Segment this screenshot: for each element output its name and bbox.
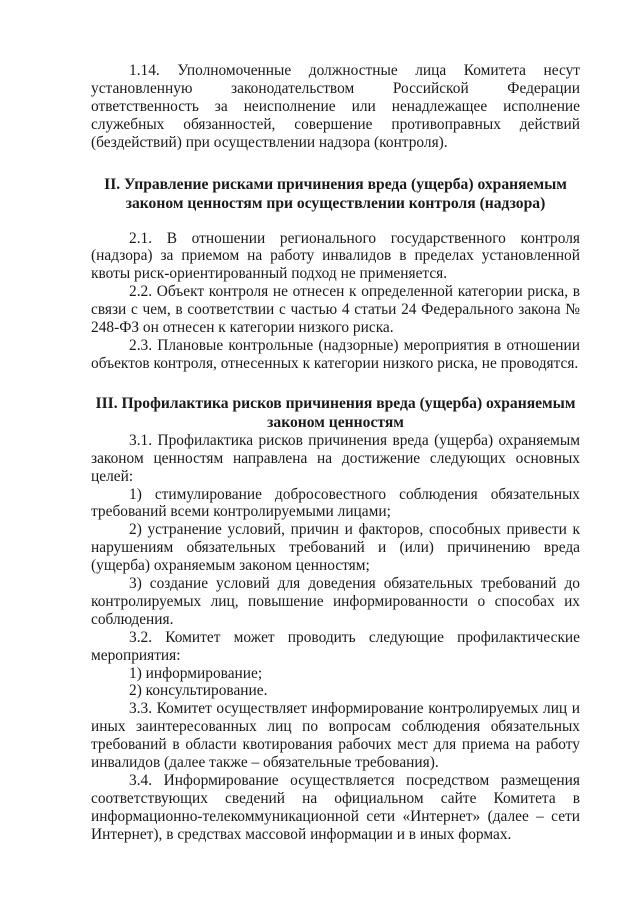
paragraph-3-2: 3.2. Комитет может проводить следующие профилактические мероприятия: — [91, 628, 580, 664]
paragraph-3-1: 3.1. Профилактика рисков причинения вреда (ущерба) охраняемым законом ценностям направлена на достижение следующих основных целей: — [91, 431, 580, 485]
section-2-heading: II. Управление рисками причинения вреда (ущерба) охраняемым законом ценностям при осуществлении контроля (надзора) — [104, 175, 567, 212]
measure-item-1: 1) информирование; — [129, 664, 263, 682]
measure-item-2: 2) консультирование. — [129, 682, 268, 700]
document-body — [91, 62, 580, 844]
paragraph-2-2: 2.2. Объект контроля не отнесен к определенной категории риска, в связи с чем, в соответствии с частью 4 статьи 24 Федерального закона № 248-ФЗ он отнесен к категории низкого риска. — [91, 283, 580, 337]
paragraph-3-4: 3.4. Информирование осуществляется посредством размещения соответствующих сведений на официальном сайте Комитета в информационно-телекоммуникационной сети «Интернет» (далее – сети Интернет), в средствах массовой информации и в иных формах. — [91, 772, 580, 843]
paragraph-1-14: 1.14. Уполномоченные должностные лица Комитета несут установленную законодательством Российской Федерации ответственность за неисполнение или ненадлежащее исполнение служебных обязанностей, совершение противоправных действий (бездействий) при осуществлении надзора (контроля). — [91, 62, 580, 151]
goal-item-3: 3) создание условий для доведения обязательных требований до контролируемых лиц, повышение информированности о способах их соблюдения. — [91, 575, 580, 628]
goal-item-2: 2) устранение условий, причин и факторов, способных привести к нарушениям обязательных требований и (или) причинению вреда (ущерба) охраняемым законом ценностям; — [91, 521, 580, 575]
goal-item-1: 1) стимулирование добросовестного соблюдения обязательных требований всеми контролируемыми лицами; — [91, 485, 580, 521]
paragraph-3-3: 3.3. Комитет осуществляет информирование контролируемых лиц и иных заинтересованных лиц по вопросам соблюдения обязательных требований в области квотирования рабочих мест для приема на работу инвалидов (далее также – обязательные требования). — [91, 700, 580, 772]
paragraph-2-3: 2.3. Плановые контрольные (надзорные) мероприятия в отношении объектов контроля, отнесенных к категории низкого риска, не проводятся. — [91, 336, 580, 372]
paragraph-2-1: 2.1. В отношении регионального государственного контроля (надзора) за приемом на работу инвалидов в пределах установленной квоты риск-ориентированный подход не применяется. — [91, 229, 580, 283]
section-3-heading: III. Профилактика рисков причинения вреда (ущерба) охраняемым законом ценностям — [95, 394, 576, 431]
